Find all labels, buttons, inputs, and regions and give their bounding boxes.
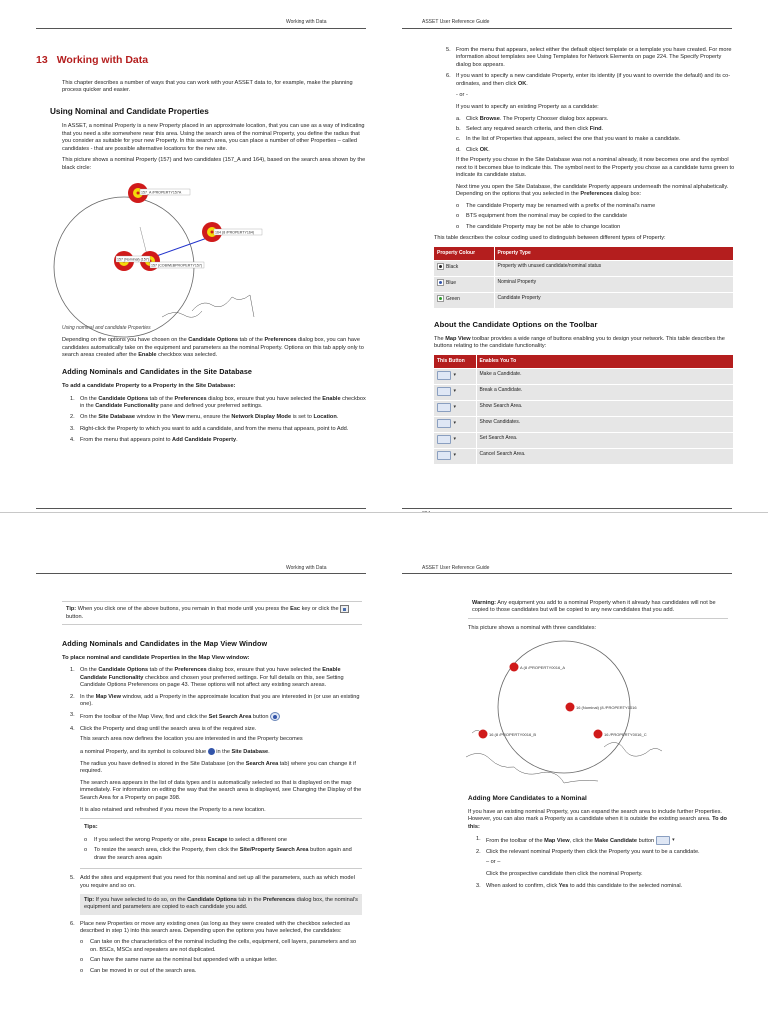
step-3: 3. Right-click the Property to which you want to add a candidate, and from the menu that appears, point to Add. xyxy=(70,425,349,432)
substep-a: a. Click Browse. The Property Chooser dialog box appears. xyxy=(456,115,609,122)
tips-box: Tips: o If you select the wrong Property or site, press Escape to select a different one o To resize the search area, click the Property, then click the Site/Property Search Area button again and draw the search area again xyxy=(80,818,362,869)
paragraph: Next time you open the Site Database, the candidate Property appears underneath the nominal alphabetically. Depending on the options that you selected in the Preferences dialog box: xyxy=(456,183,729,198)
break-candidate-icon xyxy=(437,387,451,396)
map-figure xyxy=(62,177,262,323)
page-396-body xyxy=(468,593,728,895)
running-header: Working with Data xyxy=(286,19,327,25)
bullet-item: o The candidate Property may be not be able to change location xyxy=(456,223,621,230)
table-row: Blue Nominal Property xyxy=(434,276,734,292)
candidate-c-marker xyxy=(594,729,603,738)
footer-rule xyxy=(36,508,366,509)
step-6: 6. Place new Properties or move any existing ones (as long as they were created with the checkbox selected as described in step 1) into this search area. Depending upon the options you have selected, the candidates: xyxy=(70,920,351,935)
property-colour-table xyxy=(434,247,734,308)
warning-box: Warning: Any equipment you add to a nominal Property when it already has candidates will not be copied to those candidates but will be copied to any new candidates that you add. xyxy=(468,597,728,619)
nominal-marker xyxy=(566,702,575,711)
step-1: 1. From the toolbar of the Map View, click the Make Candidate button ▾ xyxy=(476,836,728,845)
step-4: 4. From the menu that appears point to Add Candidate Property. xyxy=(70,437,238,444)
step-2: 2. On the Site Database window in the View menu, ensure the Network Display Mode is set to Location. xyxy=(70,414,339,421)
section-heading: Adding More Candidates to a Nominal xyxy=(468,794,587,802)
step-1: 1. On the Candidate Options tab of the Preferences dialog box, ensure that you have selected the Enable checkbox in the Candidate Functionality pane and defined your preferred settings. xyxy=(70,395,366,409)
candidate-b-marker xyxy=(479,729,488,738)
paragraph: In ASSET, a nominal Property is a new Property placed in an approximate location, that you can use as a way of indicating that you need a site somewhere near this area. Using the search area of the nominal Property, you define the radius that you consider as suitable for your new Property. In this search area, you can place a number of other Properties – called candidates - that are possible alternative locations for the new site. xyxy=(62,123,365,152)
toolbar-buttons-table xyxy=(434,355,734,464)
paragraph: This picture shows a nominal with three candidates: xyxy=(468,624,597,631)
table-row: ▾ Cancel Search Area. xyxy=(434,448,734,464)
tip-item: o If you select the wrong Property or site, press Escape to select a different one xyxy=(84,837,287,844)
step-6: 6. If you want to specify a new candidate Property, enter its identity (if you want to override the default) and its co-ordinates, and then click OK. xyxy=(446,73,731,87)
paragraph: If the Property you chose in the Site Database was not a nominal already, it now becomes one and the symbol next to it becomes blue to indicate this. The symbol next to the Property you chose as a candidate turns green to indicate its candidate status. xyxy=(456,157,735,178)
map-label: 164 (8 /PROPERTY164) xyxy=(215,230,255,235)
step-1: 1. On the Candidate Options tab of the Preferences dialog box, ensure that you have selected the Enable Candidate Functionality checkbox and chosen your preferred settings. For full details on this, see Setting Candidate Options Preferences on page 43. These options will not affect any existing search areas. xyxy=(70,667,344,689)
procedure-steps-cont xyxy=(70,875,362,890)
step-2: 2. In the Map View window, add a Property in the approximate location that you are interested in (or use an existing one). xyxy=(70,693,360,707)
map-label: 16 (8 /PROPERTY0016_B xyxy=(489,731,537,737)
running-header: ASSET User Reference Guide xyxy=(422,19,490,25)
map-label: 157 (COBWEBPROPERTY157) xyxy=(151,263,203,268)
chapter-intro: This chapter describes a number of ways that you can work with your ASSET data to, for example, make the planning process quicker and easier. xyxy=(62,79,353,94)
table-header: Enables You To xyxy=(476,355,734,368)
procedure-title: To add a candidate Property to a Property in the Site Database: xyxy=(62,382,236,389)
set-search-area-icon xyxy=(270,712,280,721)
set-search-area-icon xyxy=(437,435,451,444)
substep-c: c. In the list of Properties that appears, select the one that you want to make a candidate. xyxy=(456,136,681,143)
table-row: ▾ Make a Candidate. xyxy=(434,368,734,384)
header-rule xyxy=(36,28,366,29)
step-3: 3. When asked to confirm, click Yes to add this candidate to the selected nominal. xyxy=(476,883,683,890)
paragraph: If you have an existing nominal Property, you can expand the search area to include further Properties. However, you can also mark a Property as a candidate when it is outside the existing search area. To do this: xyxy=(468,809,727,830)
nominal-blue-icon xyxy=(208,748,215,755)
nominal-three-candidates-map xyxy=(464,637,664,787)
page-393-body xyxy=(36,54,366,448)
running-header: Working with Data xyxy=(286,565,327,571)
page-395-body xyxy=(62,597,362,978)
make-candidate-icon xyxy=(437,371,451,380)
table-row: ▾ Show Search Area. xyxy=(434,400,734,416)
table-row: Green Candidate Property xyxy=(434,292,734,308)
page-394 xyxy=(384,0,768,512)
table-header: This Button xyxy=(434,355,476,368)
map-label: 16 (Nominal) (8 /PROPERTY0016 xyxy=(576,704,637,710)
procedure-steps-cont xyxy=(70,921,362,936)
tip-item: o To resize the search area, click the Property, then click the Site/Property Search Area button again and draw the search area again xyxy=(84,847,352,861)
candidate-a-marker xyxy=(510,662,519,671)
table-row: ▾ Show Candidates. xyxy=(434,416,734,432)
map-label: A (8 /PROPERTY0016_A xyxy=(520,664,566,670)
tip-box: Tip: If you have selected to do so, on the Candidate Options tab in the Preferences dialog box, the nominal's equipment and parameters are copied to each candidate you add. xyxy=(80,894,362,915)
property-black-icon xyxy=(437,263,444,270)
select-mode-icon xyxy=(340,605,349,613)
paragraph: This table describes the colour coding used to distinguish between different types of Property: xyxy=(434,235,666,242)
footer-rule xyxy=(402,508,732,509)
show-candidates-icon xyxy=(437,419,451,428)
section-heading: Using Nominal and Candidate Properties xyxy=(50,106,209,116)
or-separator: - or - xyxy=(456,91,468,98)
table-header: Property Type xyxy=(494,247,734,260)
bullet-item: o The candidate Property may be renamed with a prefix of the nominal's name xyxy=(456,203,656,209)
map-figure xyxy=(464,637,664,787)
step-5: 5. Add the sites and equipment that you need for this nominal and set up all the parameters, such as which model you require and so on. xyxy=(70,875,355,889)
page-394-body xyxy=(434,47,736,464)
map-label: 157 (Nominal) (157) xyxy=(117,257,149,262)
substep-b: b. Select any required search criteria, and then click Find. xyxy=(456,126,604,132)
table-row: ▾ Set Search Area. xyxy=(434,432,734,448)
table-row: ▾ Break a Candidate. xyxy=(434,384,734,400)
header-rule xyxy=(402,28,732,29)
procedure-steps xyxy=(70,667,362,814)
property-blue-icon xyxy=(437,279,444,286)
tip-box: Tip: When you click one of the above buttons, you remain in that mode until you press the Esc key or click the button. xyxy=(62,601,362,625)
page-396 xyxy=(384,512,768,1024)
show-search-area-icon xyxy=(437,403,451,412)
page-393 xyxy=(0,0,384,512)
bullet-item: o BTS equipment from the nominal may be copied to the candidate xyxy=(456,213,628,220)
property-green-icon xyxy=(437,295,444,302)
table-row: Black Property with unused candidate/nominal status xyxy=(434,260,734,276)
procedure-title: To place nominal and candidate Properties in the Map View window: xyxy=(62,654,250,661)
cancel-search-area-icon xyxy=(437,451,451,460)
page-395 xyxy=(0,512,384,1024)
procedure-steps xyxy=(70,396,366,445)
step-4: 4. Click the Property and drag until the search area is of the required size. This search area now defines the location you are interested in and the Property becomes a nominal Property, and its symbol is coloured blue in the Site Database. The radius you have defined is stored in the Site Database (on the Search Area tab) where you can change it if required. The search area appears in the list of data types and is automatically selected so that is displayed on the map immediately. For information on editing the way that the search area is displayed, see Changing the Display of the Search Area for a Property on page 398. It is also retained and refreshed if you move the Property to a new location. xyxy=(70,725,362,813)
step-3: 3. From the toolbar of the Map View, find and click the Set Search Area button xyxy=(70,712,362,721)
procedure-steps xyxy=(476,836,728,891)
chapter-title: 13 Working with Data xyxy=(36,54,149,66)
figure-caption: Using nominal and candidate Properties xyxy=(62,324,151,331)
bullet-item: o Can be moved in or out of the search area. xyxy=(80,967,197,974)
header-rule xyxy=(402,573,732,574)
map-label: 157_A /PROPERTY157A xyxy=(141,190,182,195)
subsection-heading: Adding Nominals and Candidates in the Site Database xyxy=(62,367,253,377)
table-header: Property Colour xyxy=(434,247,494,260)
substep-d: d. Click OK. xyxy=(456,146,490,153)
paragraph: Depending on the options you have chosen on the Candidate Options tab of the Preferences dialog box, you can have candidates automatically take on the equipment and parameters as the nominal Property. Options on this tab apply only to search areas created after the Enable checkbox was selected. xyxy=(62,337,364,359)
procedure-steps-cont xyxy=(446,47,736,88)
nominal-candidates-map xyxy=(62,177,262,323)
bullet-item: o Can take on the characteristics of the nominal including the cells, equipment, cell layers, parameters and so on. BSCs, MSCs and repeaters are not duplicated. xyxy=(80,939,357,953)
paragraph: This picture shows a nominal Property (157) and two candidates (157_A and 164), based on the search area shown by the black circle: xyxy=(62,157,366,171)
bullet-item: o Can have the same name as the nominal but appended with a unique letter. xyxy=(80,957,278,964)
make-candidate-icon xyxy=(656,836,670,845)
step-2: 2. Click the relevant nominal Property then click the Property you want to be a candidate. – or – Click the prospective candidate then click the nominal Property. xyxy=(476,849,700,878)
step-5: 5. From the menu that appears, select either the default object template or a template you have created. For more information about templates see Using Templates for Network Elements on page 224. The Specify Property dialog box appears. xyxy=(446,47,732,68)
section-heading: Adding Nominals and Candidates in the Map View Window xyxy=(62,639,268,649)
paragraph: If you want to specify an existing Property as a candidate: xyxy=(456,103,599,110)
paragraph: The Map View toolbar provides a wide range of buttons enabling you to design your network. This table describes the buttons relating to the candidate functionality: xyxy=(434,336,725,350)
section-heading: About the Candidate Options on the Toolbar xyxy=(434,320,598,330)
header-rule xyxy=(36,573,366,574)
running-header: ASSET User Reference Guide xyxy=(422,565,490,571)
map-label: 16 /PROPERTY0016_C xyxy=(604,731,647,737)
